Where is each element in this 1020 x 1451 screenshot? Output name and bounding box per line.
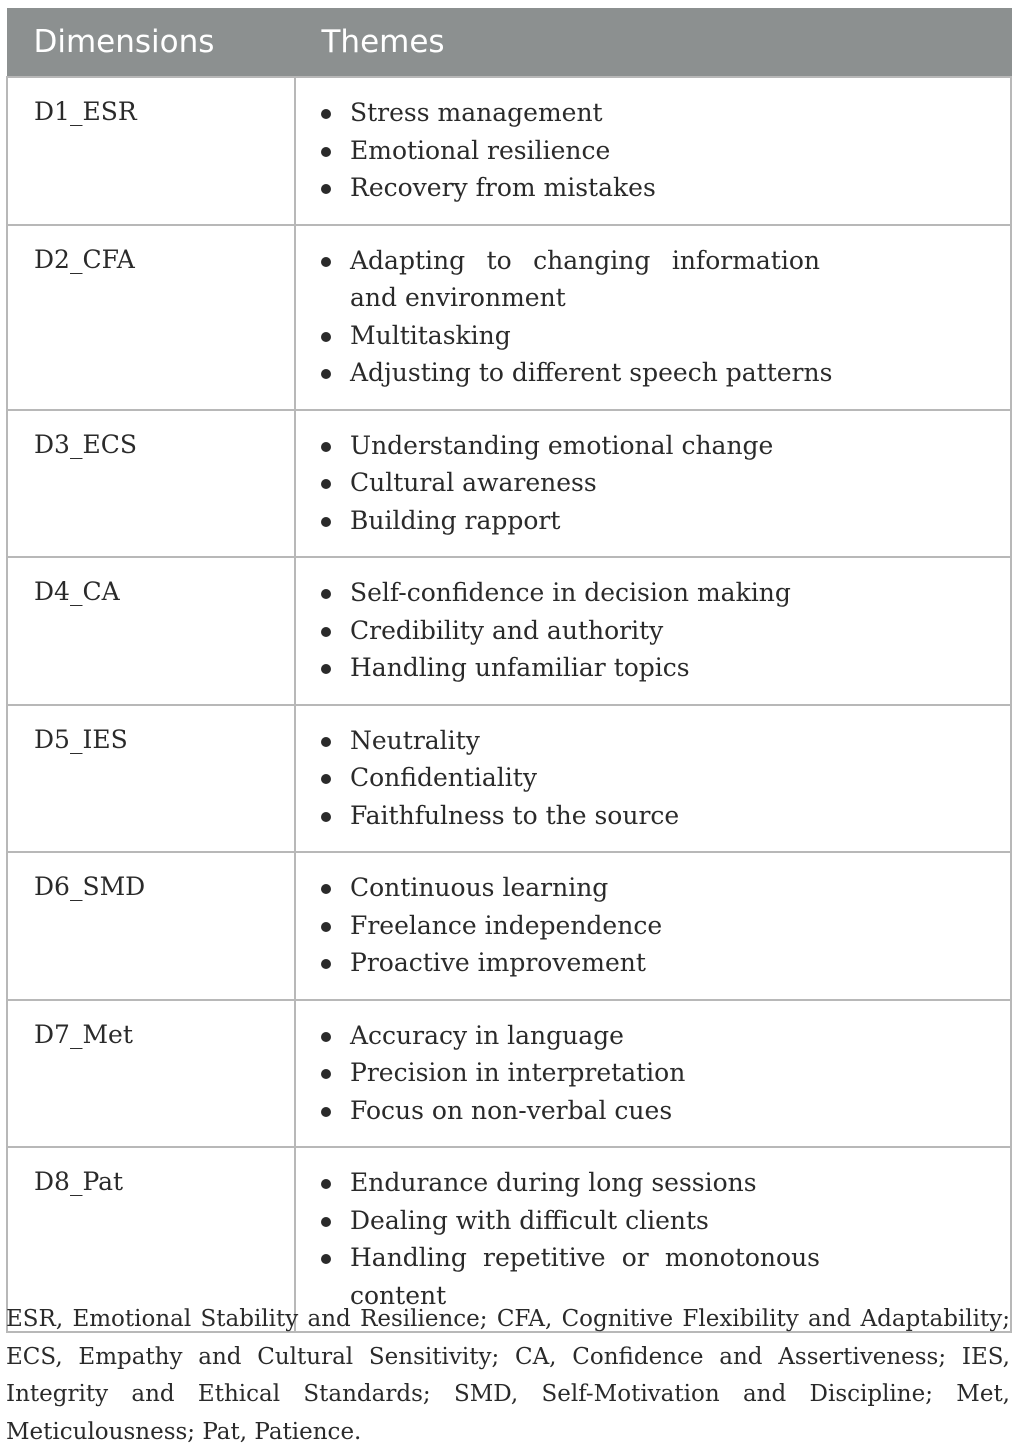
bullet-icon bbox=[321, 589, 331, 599]
bullet-icon bbox=[321, 812, 331, 822]
theme-item bbox=[296, 317, 1010, 355]
dimensions-themes-table bbox=[6, 8, 1012, 1333]
theme-item bbox=[296, 869, 1010, 907]
themes-cell bbox=[295, 557, 1011, 705]
bullet-icon bbox=[321, 737, 331, 747]
theme-item bbox=[296, 464, 1010, 502]
theme-text: Focus on non-verbal cues bbox=[350, 1095, 673, 1125]
themes-cell bbox=[295, 225, 1011, 410]
dimension-cell: D3_ECS bbox=[7, 410, 295, 558]
theme-item bbox=[296, 169, 1010, 207]
themes-list bbox=[296, 574, 1010, 687]
theme-text: Emotional resilience bbox=[350, 135, 611, 165]
table-body bbox=[7, 77, 1011, 1332]
table-row bbox=[7, 852, 1011, 1000]
bullet-icon bbox=[321, 959, 331, 969]
dimension-cell: D4_CA bbox=[7, 557, 295, 705]
theme-item bbox=[296, 722, 1010, 760]
bullet-icon bbox=[321, 184, 331, 194]
bullet-icon bbox=[321, 479, 331, 489]
theme-text: Endurance during long sessions bbox=[350, 1168, 757, 1197]
theme-text: Understanding emotional change bbox=[350, 430, 774, 460]
theme-text: Neutrality bbox=[350, 725, 480, 755]
theme-text: Building rapport bbox=[350, 505, 561, 535]
bullet-icon bbox=[321, 1069, 331, 1079]
theme-text: Cultural awareness bbox=[350, 468, 597, 497]
header-dimensions: Dimensions bbox=[7, 8, 295, 77]
bullet-icon bbox=[321, 1032, 331, 1042]
themes-cell bbox=[295, 77, 1011, 225]
bullet-icon bbox=[321, 257, 331, 267]
theme-item bbox=[296, 1202, 1010, 1240]
bullet-icon bbox=[321, 517, 331, 527]
theme-item bbox=[296, 1164, 1010, 1202]
themes-list bbox=[296, 427, 1010, 540]
theme-text: Recovery from mistakes bbox=[350, 173, 656, 202]
theme-text: Handling unfamiliar topics bbox=[350, 653, 690, 682]
dimension-cell: D2_CFA bbox=[7, 225, 295, 410]
theme-text: Self-confidence in decision making bbox=[350, 578, 791, 607]
table-header bbox=[7, 8, 1011, 77]
theme-item bbox=[296, 132, 1010, 170]
themes-cell bbox=[295, 705, 1011, 853]
bullet-icon bbox=[321, 884, 331, 894]
theme-item bbox=[296, 759, 1010, 797]
dimension-cell: D1_ESR bbox=[7, 77, 295, 225]
bullet-icon bbox=[321, 627, 331, 637]
theme-text: Accuracy in language bbox=[350, 1020, 624, 1050]
themes-cell bbox=[295, 1000, 1011, 1148]
theme-text: Freelance independence bbox=[350, 910, 663, 940]
themes-cell bbox=[295, 852, 1011, 1000]
themes-list bbox=[296, 94, 1010, 207]
dimension-cell: D7_Met bbox=[7, 1000, 295, 1148]
theme-item bbox=[296, 354, 1010, 392]
table-row bbox=[7, 77, 1011, 225]
theme-text: Continuous learning bbox=[350, 873, 609, 902]
theme-item bbox=[296, 1017, 1010, 1055]
theme-text: Precision in interpretation bbox=[350, 1058, 686, 1087]
themes-list bbox=[296, 242, 1010, 392]
theme-item bbox=[296, 612, 1010, 650]
theme-text: Dealing with difficult clients bbox=[350, 1205, 709, 1235]
dimensions-themes-table-container bbox=[6, 8, 1010, 1333]
themes-cell bbox=[295, 410, 1011, 558]
themes-list bbox=[296, 1164, 1010, 1314]
theme-text: Adapting to changing information and environment bbox=[350, 245, 820, 312]
header-themes: Themes bbox=[295, 8, 1011, 77]
theme-item bbox=[296, 502, 1010, 540]
theme-text: Handling repetitive or monotonous content bbox=[350, 1243, 820, 1310]
header-row bbox=[7, 8, 1011, 77]
table-row bbox=[7, 225, 1011, 410]
bullet-icon bbox=[321, 1179, 331, 1189]
theme-item bbox=[296, 427, 1010, 465]
bullet-icon bbox=[321, 109, 331, 119]
theme-text: Stress management bbox=[350, 98, 603, 127]
table-footnote: ESR, Emotional Stability and Resilience; CFA, Cognitive Flexibility and Adaptability; ECS, Empathy and Cultural Sensitivity; CA, Confidence and Assertiveness; IES, Integrity and Ethical Standards; SMD, Self-Motivation and Discipline; Met, Meticulousness; Pat, Patience. bbox=[6, 1306, 1010, 1445]
bullet-icon bbox=[321, 922, 331, 932]
table-row bbox=[7, 705, 1011, 853]
theme-item bbox=[296, 1054, 1010, 1092]
theme-text: Proactive improvement bbox=[350, 948, 646, 977]
dimension-cell: D6_SMD bbox=[7, 852, 295, 1000]
bullet-icon bbox=[321, 1217, 331, 1227]
bullet-icon bbox=[321, 664, 331, 674]
bullet-icon bbox=[321, 1254, 331, 1264]
theme-item bbox=[296, 94, 1010, 132]
themes-list bbox=[296, 869, 1010, 982]
theme-item bbox=[296, 1092, 1010, 1130]
theme-text: Multitasking bbox=[350, 320, 511, 350]
bullet-icon bbox=[321, 774, 331, 784]
theme-item bbox=[296, 944, 1010, 982]
dimension-cell: D8_Pat bbox=[7, 1147, 295, 1332]
bullet-icon bbox=[321, 369, 331, 379]
theme-item bbox=[296, 797, 1010, 835]
table-row bbox=[7, 1000, 1011, 1148]
theme-text: Credibility and authority bbox=[350, 615, 664, 645]
dimension-cell: D5_IES bbox=[7, 705, 295, 853]
bullet-icon bbox=[321, 1107, 331, 1117]
theme-item bbox=[296, 574, 1010, 612]
themes-list bbox=[296, 722, 1010, 835]
theme-item bbox=[296, 649, 1010, 687]
bullet-icon bbox=[321, 442, 331, 452]
theme-text: Adjusting to different speech patterns bbox=[350, 358, 833, 387]
theme-item bbox=[296, 242, 820, 317]
theme-text: Faithfulness to the source bbox=[350, 800, 680, 830]
bullet-icon bbox=[321, 147, 331, 157]
table-row bbox=[7, 410, 1011, 558]
bullet-icon bbox=[321, 332, 331, 342]
table-row bbox=[7, 557, 1011, 705]
themes-list bbox=[296, 1017, 1010, 1130]
theme-item bbox=[296, 907, 1010, 945]
theme-text: Confidentiality bbox=[350, 763, 537, 792]
